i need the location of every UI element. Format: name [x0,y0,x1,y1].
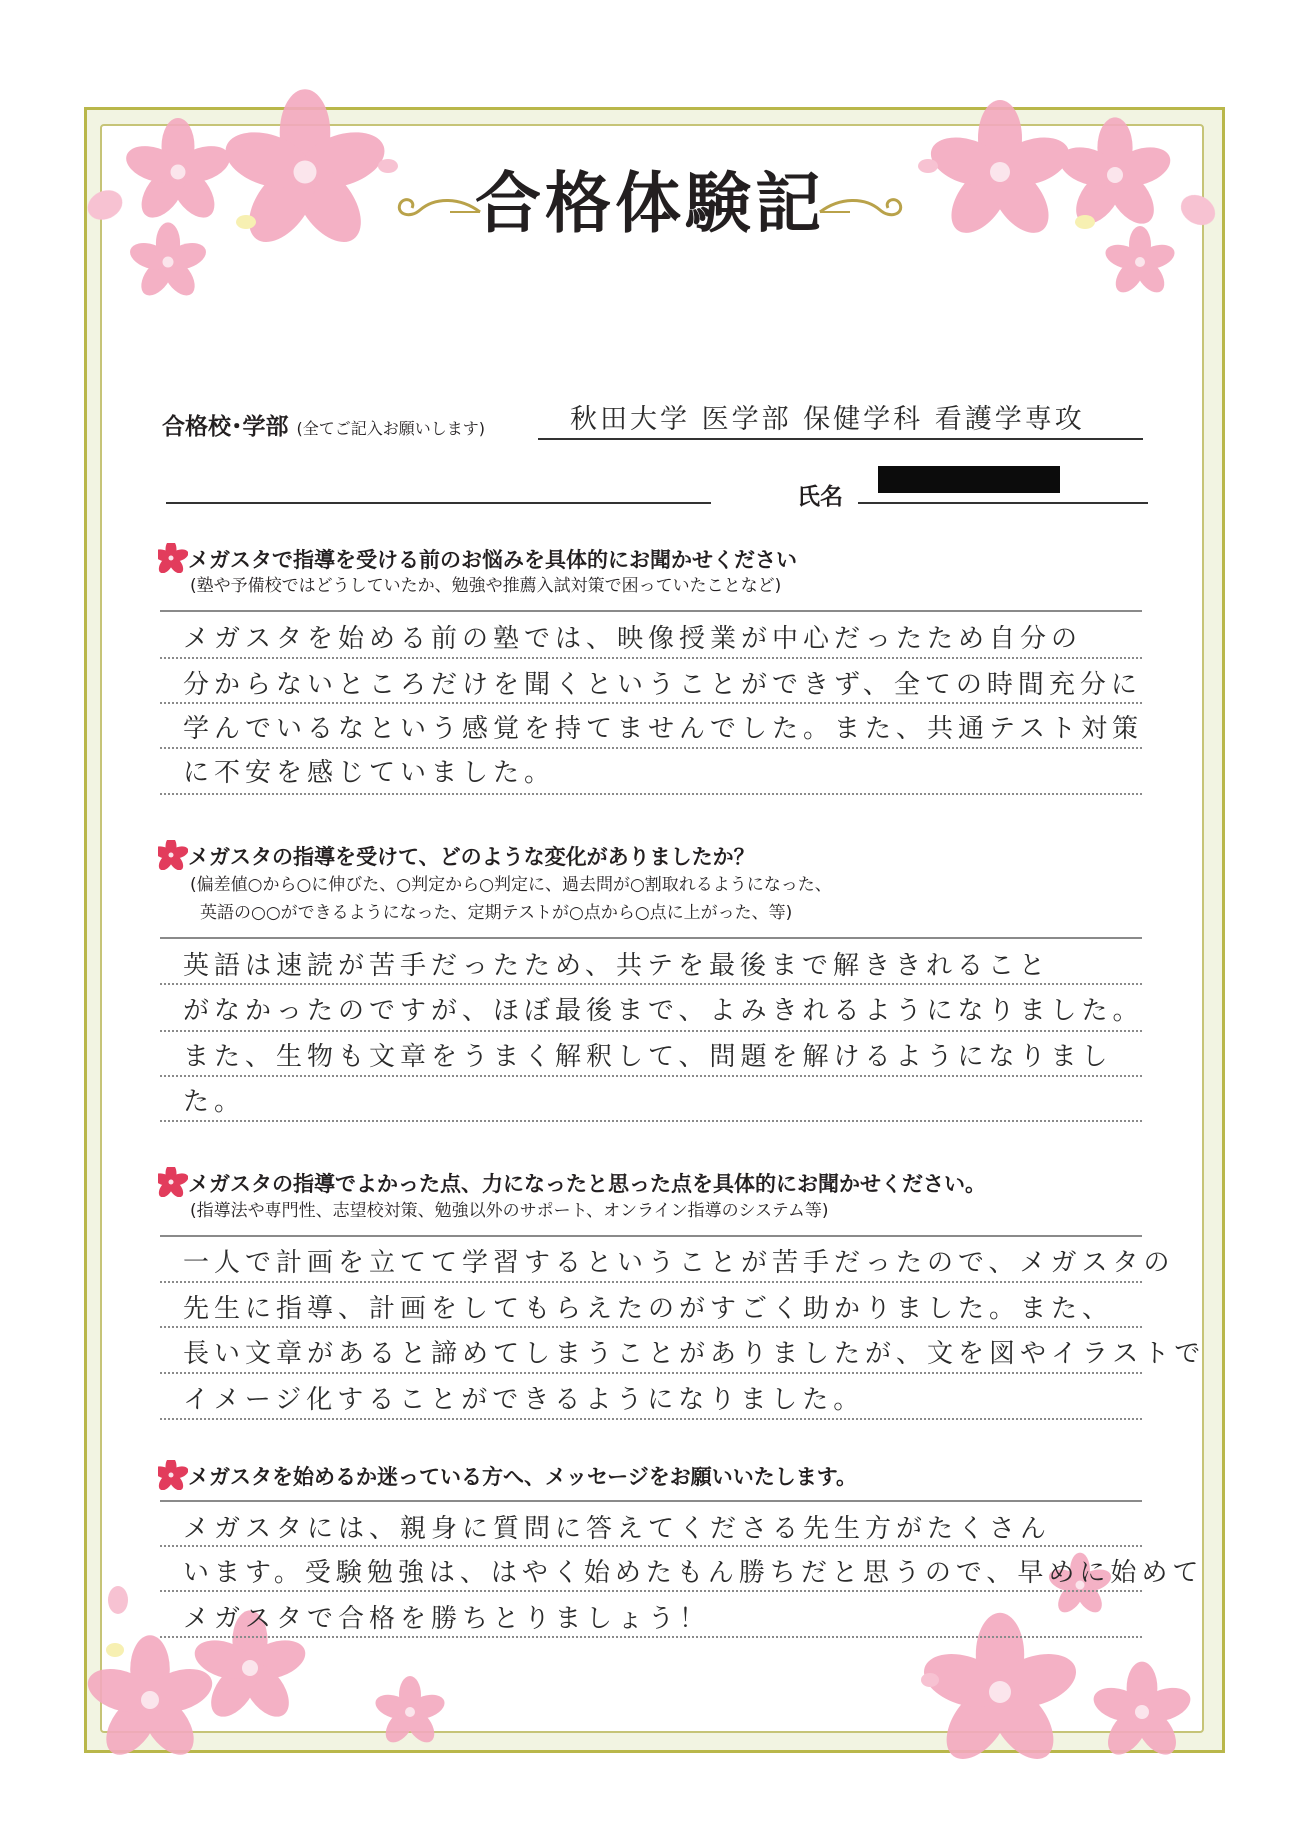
school-value: 秋田大学 医学部 保健学科 看護学専攻 [570,404,1085,435]
section-2-line [160,1075,1142,1077]
section-4-blossom-icon [158,1460,188,1490]
section-1-answer-line: に不安を感じていました。 [183,758,556,788]
school-label-text: 合格校･学部 [162,414,289,440]
section-2-line [160,1030,1142,1032]
section-3-heading: メガスタの指導でよかった点、力になったと思った点を具体的にお聞かせください。 [188,1172,986,1196]
section-1-line [160,657,1142,659]
left-swirl-ornament [390,192,485,232]
section-2-answer-line: 英語は速読が苦手だったため、共テを最後まで解ききれること [183,951,1050,981]
section-1-line [160,702,1142,704]
section-3-line [160,1235,1142,1237]
section-1-sub: (塾や予備校ではどうしていたか、勉強や推薦入試対策で困っていたことなど) [190,576,782,596]
section-1-answer-line: 学んでいるなという感覚を持てませんでした。また、共通テスト対策 [183,714,1143,744]
section-1-answer-line: 分からないところだけを聞くということができず、全ての時間充分に [183,670,1142,700]
section-4-line [160,1500,1142,1502]
section-1-line [160,793,1142,795]
section-2-line [160,1120,1142,1122]
section-1-heading: メガスタで指導を受ける前のお悩みを具体的にお聞かせください [188,548,797,572]
section-3-line [160,1281,1142,1283]
section-2-answer-line: がなかったのですが、ほぼ最後まで、よみきれるようになりました。 [183,996,1144,1026]
name-field-label: 氏名 [797,484,843,510]
blossom-icon [1089,1662,1194,1762]
section-2-line [160,983,1142,985]
name-underline [858,502,1148,504]
section-1-answer-line: メガスタを始める前の塾では、映像授業が中心だったため自分の [183,624,1083,654]
name-redaction [878,466,1060,493]
section-3-line [160,1326,1142,1328]
section-4-answer-line: メガスタで合格を勝ちとりましょう！ [183,1604,711,1634]
section-4-answer-line: います。受験勉強は、はやく始めたもん勝ちだと思うので、早めに始めて [183,1558,1204,1588]
section-2-line [160,937,1142,939]
section-4-line [160,1590,1142,1592]
section-2-answer-line: また、生物も文章をうまく解釈して、問題を解けるようになりまし [183,1042,1113,1072]
section-3-blossom-icon [158,1167,188,1197]
section-3-line [160,1418,1142,1420]
section-4-answer-line: メガスタには、親身に質問に答えてくださる先生方がたくさん [183,1514,1052,1544]
section-2-sub: 英語の○○ができるようになった、定期テストが○点から○点に上がった、等) [200,903,793,923]
section-3-answer-line: イメージ化することができるようになりました。 [183,1385,865,1415]
section-4-heading: メガスタを始めるか迷っている方へ、メッセージをお願いいたします。 [188,1465,858,1489]
section-4-line [160,1636,1142,1638]
section-2-blossom-icon [158,840,188,870]
page-title: 合格体験記 [475,164,825,242]
section-2-answer-line: た。 [183,1087,246,1117]
section-3-answer-line: 先生に指導、計画をしてもらえたのがすごく助かりました。また、 [183,1294,1114,1324]
section-3-answer-line: 長い文章があると諦めてしまうことがありましたが、文を図やイラストで [183,1339,1206,1369]
section-3-sub: (指導法や専門性、志望校対策、勉強以外のサポート、オンライン指導のシステム等) [190,1201,829,1221]
section-3-answer-line: 一人で計画を立てて学習するということが苦手だったので、メガスタの [183,1248,1175,1278]
section-1-blossom-icon [158,543,188,573]
school-field-label [162,408,485,441]
right-swirl-ornament [815,192,910,232]
school-underline-2 [166,502,711,504]
section-2-heading: メガスタの指導を受けて、どのような変化がありましたか？ [188,845,755,869]
section-2-sub: (偏差値○から○に伸びた、○判定から○判定に、過去問が○割取れるようになった、 [190,875,832,895]
section-1-line [160,610,1142,612]
section-3-line [160,1372,1142,1374]
section-1-line [160,747,1142,749]
section-4-line [160,1545,1142,1547]
school-label-note: (全てご記入お願いします) [296,419,486,438]
blossom-icon [372,1676,447,1748]
school-underline [538,438,1143,440]
